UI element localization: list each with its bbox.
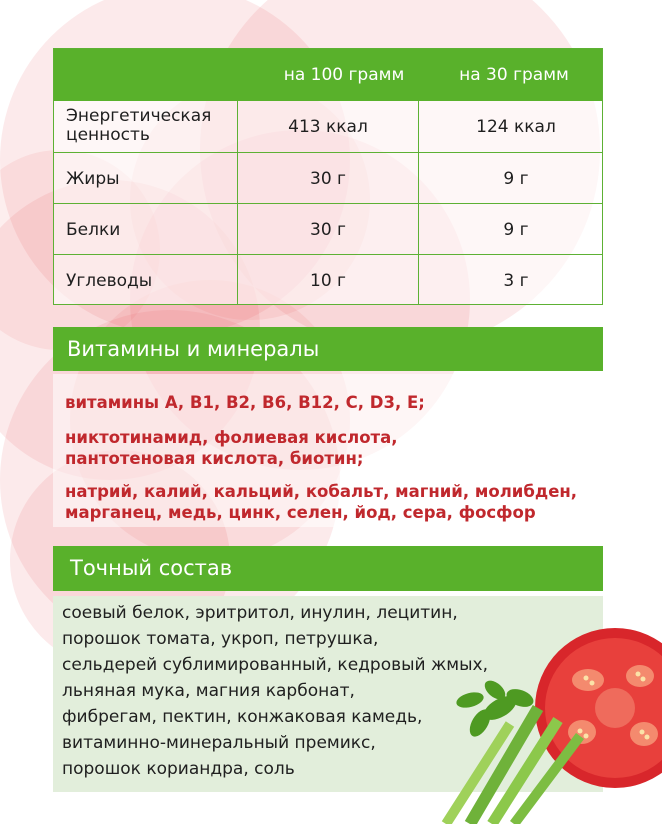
- row-divider: [54, 203, 602, 204]
- composition-line: сельдерей сублимированный, кедровый жмых,: [62, 655, 489, 675]
- vitamins-paragraph: [65, 481, 577, 523]
- vitamins-line: пантотеновая кислота, биотин;: [65, 449, 364, 468]
- row-divider: [54, 254, 602, 255]
- table-row-label: Углеводы: [66, 271, 153, 291]
- table-row-label: [66, 107, 211, 145]
- composition-line: порошок кориандра, соль: [62, 759, 295, 779]
- composition-line: льняная мука, магния карбонат,: [62, 681, 355, 701]
- col-header-per100: на 100 грамм: [283, 65, 405, 85]
- vitamins-line: никтотинамид, фолиевая кислота,: [65, 428, 398, 447]
- composition-line: порошок томата, укроп, петрушка,: [62, 629, 379, 649]
- nutrition-table: [53, 48, 603, 305]
- nutrition-table-header: [54, 49, 602, 101]
- vitamins-line: марганец, медь, цинк, селен, йод, сера, фосфор: [65, 503, 536, 522]
- value-per100: 30 г: [310, 220, 346, 240]
- value-per100: 413 ккал: [288, 117, 368, 137]
- value-per100: 30 г: [310, 169, 346, 189]
- row-divider: [54, 152, 602, 153]
- value-per30: 124 ккал: [476, 117, 556, 137]
- col-header-per30: на 30 грамм: [459, 65, 569, 85]
- composition-title: Точный состав: [53, 546, 603, 591]
- vitamins-title: Витамины и минералы: [53, 327, 603, 371]
- composition-line: соевый белок, эритритол, инулин, лецитин,: [62, 603, 458, 623]
- vitamins-list: [53, 374, 603, 527]
- vegetables-illustration: [440, 628, 662, 824]
- vitamins-paragraph: [65, 392, 425, 413]
- vitamins-line: натрий, калий, кальций, кобальт, магний, молибден,: [65, 482, 578, 501]
- value-per30: 9 г: [503, 220, 529, 240]
- table-row-label: Жиры: [66, 169, 120, 189]
- value-per100: 10 г: [310, 271, 346, 291]
- composition-line: фибрегам, пектин, конжаковая камедь,: [62, 707, 423, 727]
- composition-line: витаминно-минеральный премикс,: [62, 733, 376, 753]
- label-line: ценность: [66, 125, 150, 145]
- value-per30: 3 г: [503, 271, 529, 291]
- vitamins-line: витамины A, B1, B2, B6, B12, C, D3, E;: [65, 393, 425, 412]
- value-per30: 9 г: [503, 169, 529, 189]
- label-line: Энергетическая: [66, 106, 212, 126]
- vitamins-paragraph: [65, 427, 398, 469]
- table-row-label: Белки: [66, 220, 121, 240]
